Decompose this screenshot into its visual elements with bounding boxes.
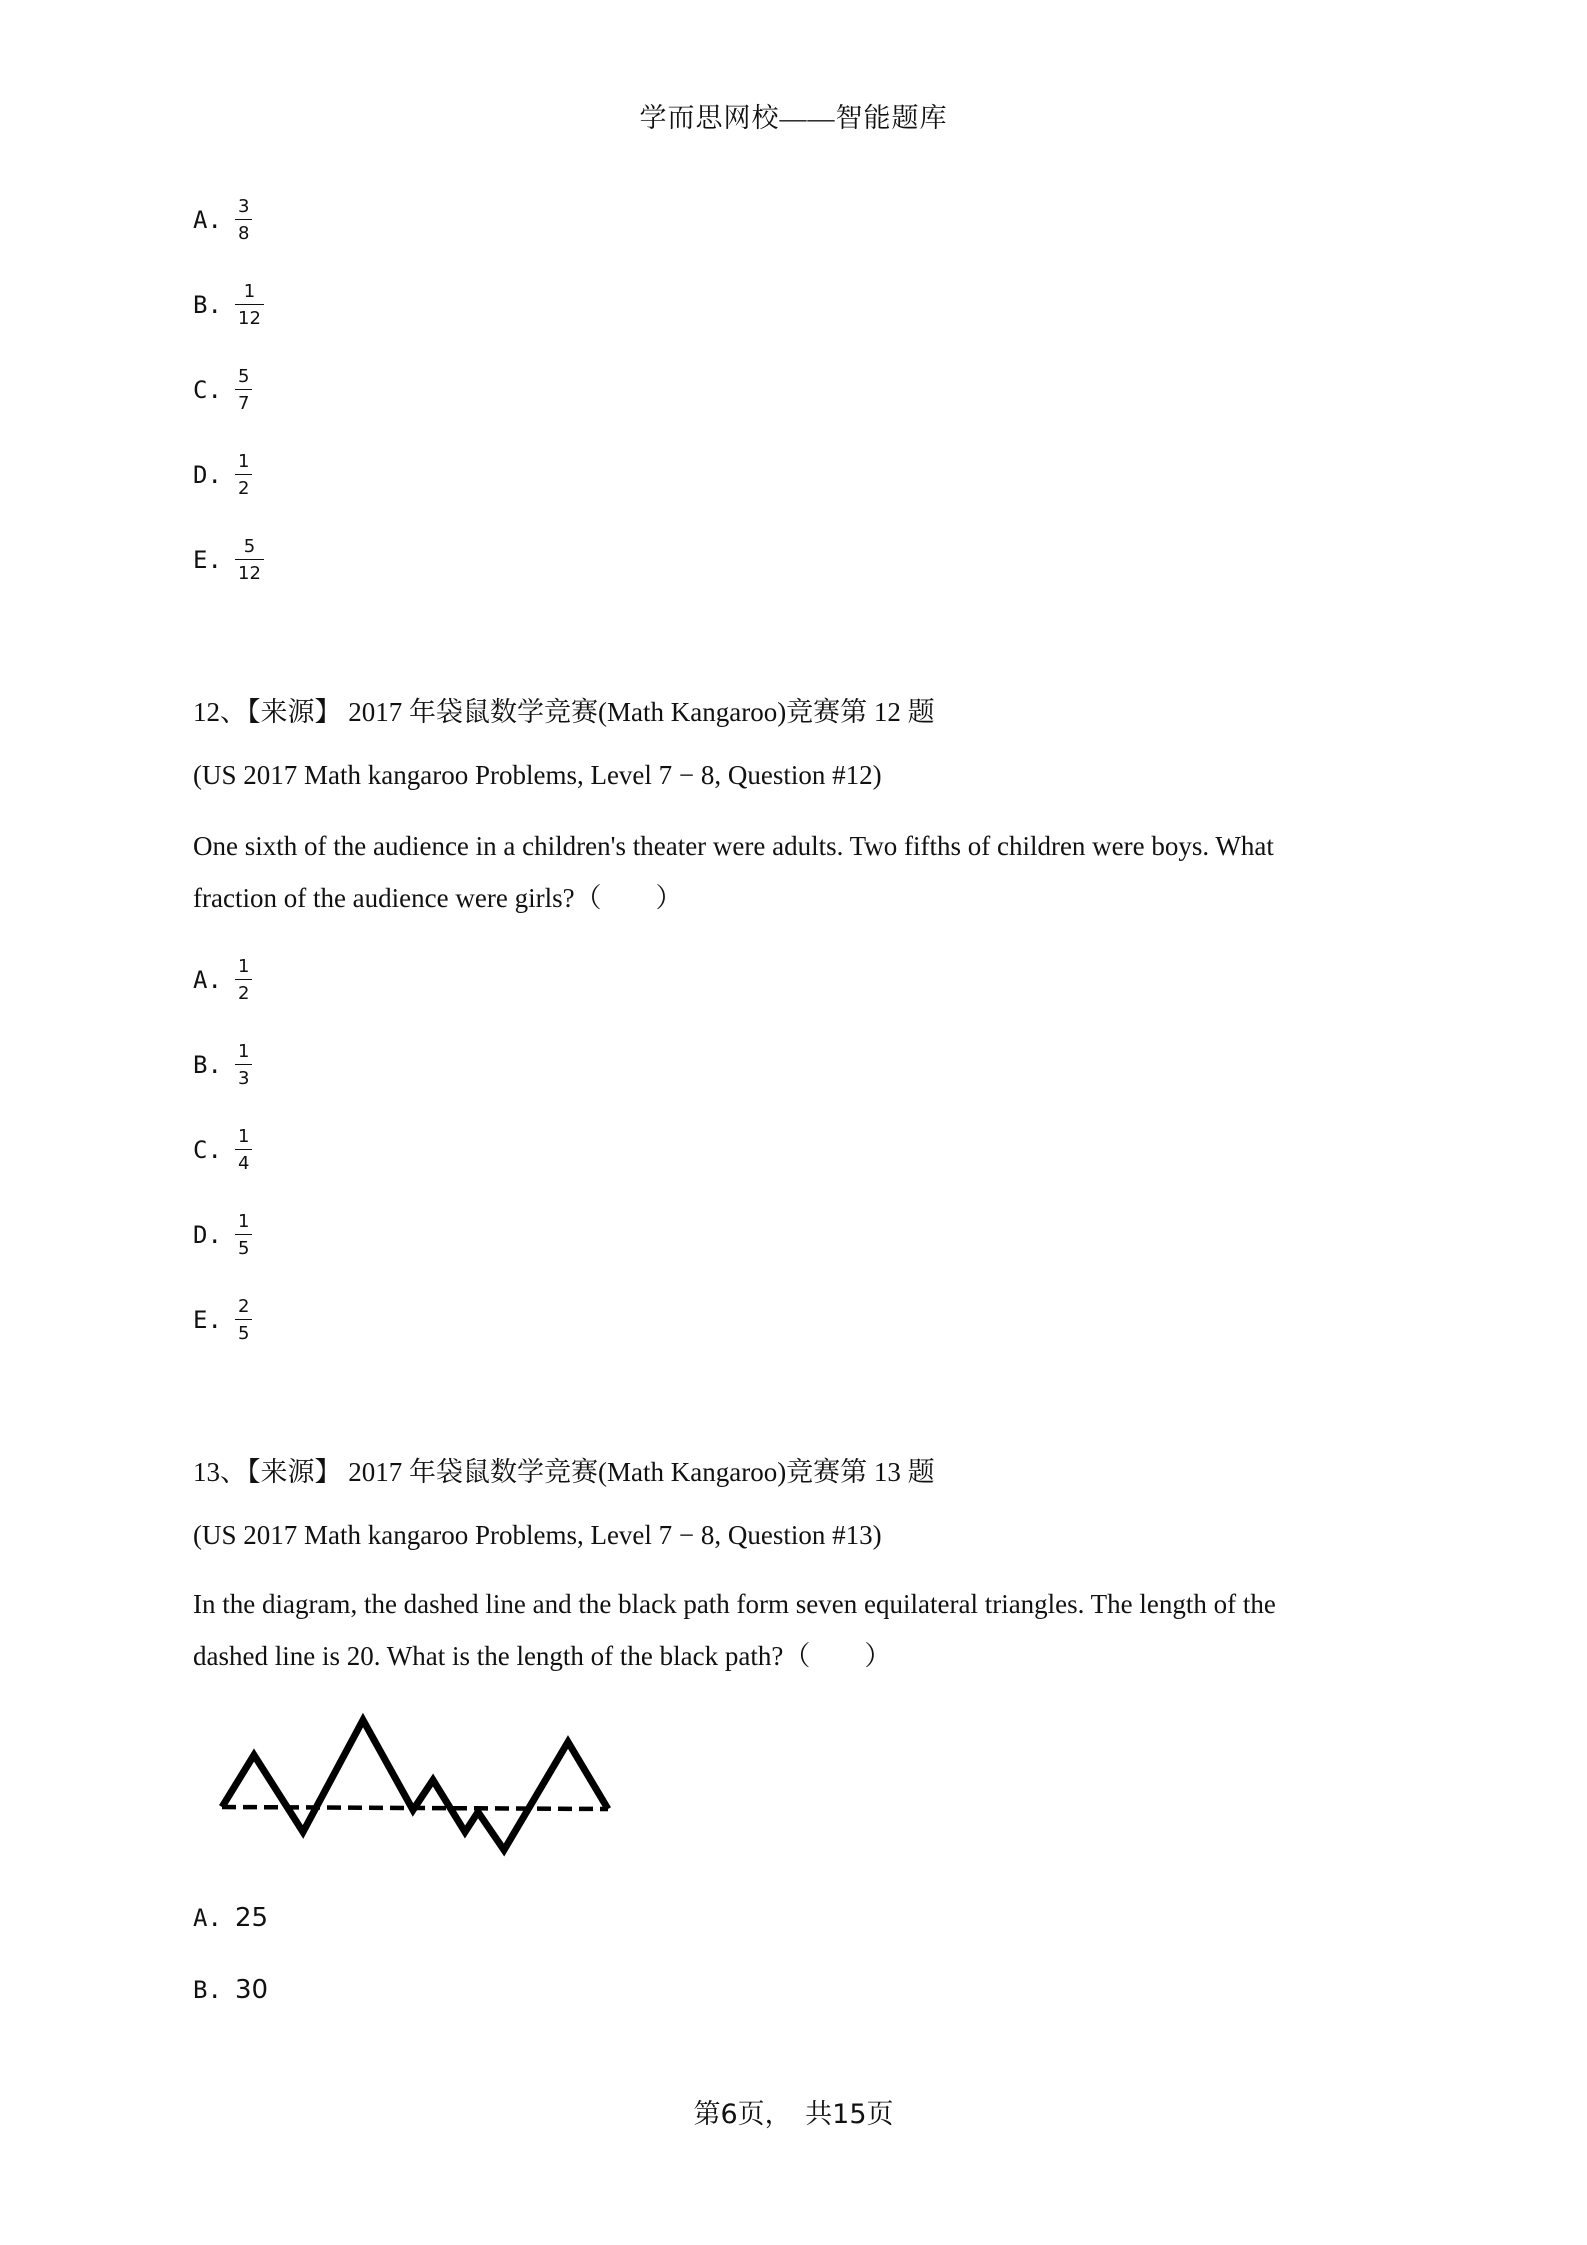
triangle-path-diagram [200,1700,620,1870]
option-fraction: $\frac{1}{2}$ [235,958,252,1003]
page-header: 学而思网校——智能题库 [639,103,948,133]
q12-reference: (US 2017 Math kangaroo Problems, Level 7 − 8, Question #12) [193,760,882,790]
option-letter: E. [193,1306,222,1334]
q11-option-e[interactable] [193,530,264,590]
option-fraction: $\frac{1}{12}$ [235,283,264,328]
option-letter: A. [193,1904,222,1932]
option-fraction: $\frac{2}{5}$ [235,1298,252,1343]
option-fraction: $\frac{3}{8}$ [235,198,252,243]
q12-option-e[interactable] [193,1290,252,1350]
option-letter: B. [193,1976,222,2004]
q12-option-c[interactable] [193,1120,252,1180]
option-letter: C. [193,376,222,404]
option-letter: B. [193,291,222,319]
q11-option-b[interactable] [193,275,264,335]
option-letter: C. [193,1136,222,1164]
option-fraction: $\frac{1}{2}$ [235,453,252,498]
q13-question-text: In the diagram, the dashed line and the black path form seven equilateral triangles. The length of the dashed line is 20. What is the length of the black path?（ ） [193,1589,1276,1671]
q12-option-d[interactable] [193,1205,252,1265]
option-fraction: $\frac{1}{3}$ [235,1043,252,1088]
option-value: 30 [235,1975,269,2005]
q12-option-b[interactable] [193,1035,252,1095]
option-fraction: $\frac{5}{12}$ [235,538,264,583]
q11-option-a[interactable] [193,190,252,250]
q13-option-a[interactable] [193,1888,268,1948]
black-path [222,1720,608,1850]
q13-reference: (US 2017 Math kangaroo Problems, Level 7 − 8, Question #13) [193,1520,882,1550]
q12-source: 12、【来源】 2017 年袋鼠数学竞赛(Math Kangaroo)竞赛第 12 题 [193,697,935,727]
option-letter: D. [193,1221,222,1249]
q12-option-a[interactable] [193,950,252,1010]
q11-option-d[interactable] [193,445,252,505]
option-letter: A. [193,206,222,234]
q11-option-c[interactable] [193,360,252,420]
page-footer: 第6页， 共15页 [693,2099,894,2130]
q12-question-text: One sixth of the audience in a children's theater were adults. Two fifths of children were boys. What fraction of the audience were girls?（ ） [193,831,1274,913]
option-letter: E. [193,546,222,574]
option-fraction: $\frac{1}{5}$ [235,1213,252,1258]
option-fraction: $\frac{5}{7}$ [235,368,252,413]
option-letter: D. [193,461,222,489]
option-fraction: $\frac{1}{4}$ [235,1128,252,1173]
option-letter: A. [193,966,222,994]
option-letter: B. [193,1051,222,1079]
option-value: 25 [235,1903,269,1933]
q13-source: 13、【来源】 2017 年袋鼠数学竞赛(Math Kangaroo)竞赛第 13 题 [193,1457,935,1487]
q13-option-b[interactable] [193,1960,268,2020]
